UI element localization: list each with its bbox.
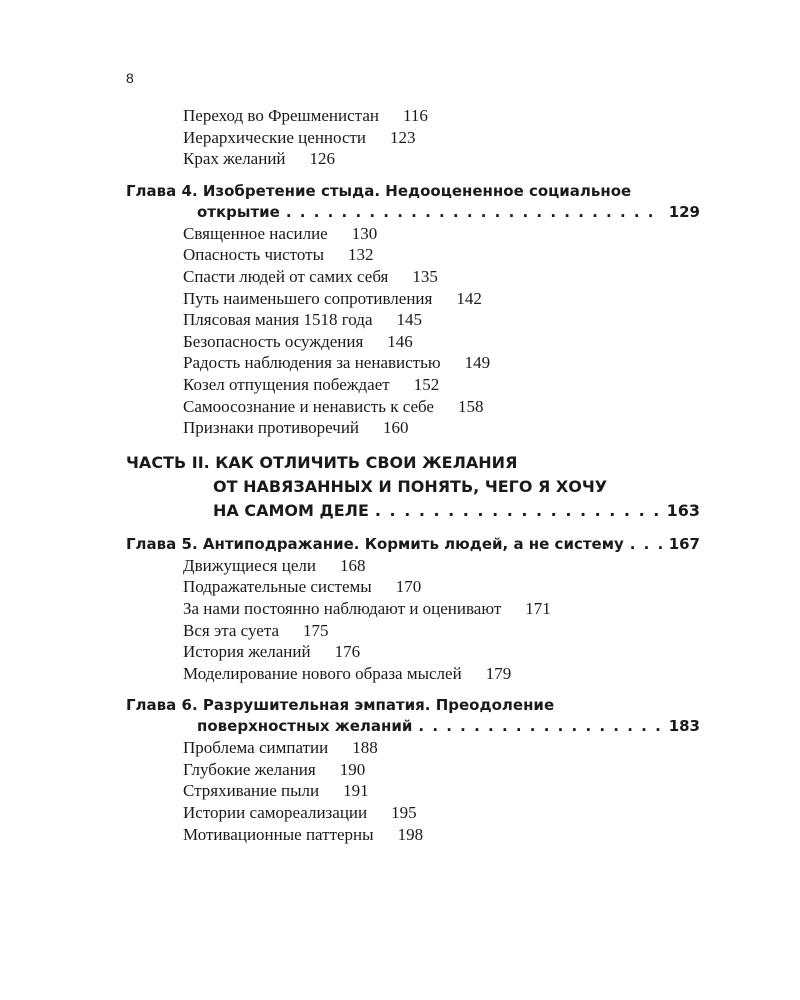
- toc-section: [126, 824, 700, 846]
- part-title-leader-line: [126, 499, 700, 523]
- part-2-heading: [126, 451, 700, 523]
- section-page: 168: [339, 555, 366, 575]
- toc-section: [126, 352, 700, 374]
- section-page: 190: [339, 759, 366, 779]
- section-page: 170: [395, 577, 422, 597]
- section-page: 160: [383, 418, 409, 438]
- section-page: 126: [309, 149, 336, 169]
- toc-section: [126, 309, 700, 331]
- section-title: Самоосознание и ненависть к себе: [183, 396, 434, 416]
- toc-section: [126, 737, 700, 759]
- section-list: [126, 737, 700, 845]
- section-page: 145: [396, 310, 422, 330]
- dot-leader: [418, 716, 662, 737]
- chapter-page: 183: [668, 717, 700, 736]
- section-page: 146: [387, 331, 413, 351]
- toc-section: [126, 780, 700, 802]
- section-title: Признаки противоречий: [183, 418, 360, 438]
- section-title: Истории самореализации: [183, 803, 368, 823]
- chapter-title-leader-line: [126, 534, 700, 555]
- toc-section: [126, 555, 700, 577]
- section-page: 135: [412, 266, 438, 286]
- toc-section: [126, 331, 700, 353]
- chapter-title-leader-line: [126, 202, 700, 223]
- part-title-line: ОТ НАВЯЗАННЫХ И ПОНЯТЬ, ЧЕГО Я ХОЧУ: [213, 476, 608, 496]
- part-page: 163: [666, 500, 700, 520]
- section-page: 130: [351, 223, 378, 243]
- section-title: Безопасность осуждения: [183, 331, 364, 351]
- section-title: Проблема симпатии: [183, 738, 329, 758]
- toc-section: [126, 396, 700, 418]
- toc-section: [126, 620, 700, 642]
- section-page: 142: [456, 288, 482, 308]
- section-page: 149: [464, 353, 491, 373]
- section-title: История желаний: [183, 642, 311, 662]
- dot-leader: [630, 534, 663, 555]
- chapter-page: 129: [668, 202, 700, 221]
- section-page: 171: [525, 598, 551, 618]
- toc-section: [126, 663, 700, 685]
- section-title: Путь наименьшего сопротивления: [183, 288, 433, 308]
- section-page: 179: [485, 663, 512, 683]
- toc-section: [126, 759, 700, 781]
- section-page: 176: [334, 642, 361, 662]
- section-title: За нами постоянно наблюдают и оценивают: [183, 598, 502, 618]
- chapter-title-leader-line: [126, 716, 700, 737]
- section-page: 198: [397, 824, 424, 844]
- toc-section: [126, 127, 700, 149]
- section-title: Плясовая мания 1518 года: [183, 310, 373, 330]
- section-title: Козел отпущения побеждает: [183, 374, 390, 394]
- section-title: Подражательные системы: [183, 577, 372, 597]
- section-page: 123: [390, 127, 416, 147]
- section-page: 188: [352, 738, 378, 758]
- toc-section: [126, 244, 700, 266]
- section-title: Глубокие желания: [183, 759, 316, 779]
- page-number: 8: [126, 70, 134, 86]
- toc-section: [126, 576, 700, 598]
- section-page: 158: [457, 396, 484, 416]
- section-title: Опасность чистоты: [183, 245, 324, 265]
- section-page: 116: [402, 106, 428, 125]
- part-title-line: ЧАСТЬ II. КАК ОТЛИЧИТЬ СВОИ ЖЕЛАНИЯ: [126, 452, 518, 472]
- toc-section: [126, 417, 700, 439]
- chapter-4-heading: [126, 181, 700, 223]
- section-title: Священное насилие: [183, 223, 328, 243]
- section-title: Переход во Фрешменистан: [183, 106, 379, 125]
- toc-section: [126, 105, 700, 127]
- dot-leader: [286, 202, 663, 223]
- section-title: Спасти людей от самих себя: [183, 266, 389, 286]
- chapter-6-heading: [126, 695, 700, 737]
- section-page: 191: [343, 781, 369, 801]
- chapter-title-line: Глава 6. Разрушительная эмпатия. Преодоление: [126, 696, 555, 715]
- section-title: Движущиеся цели: [183, 555, 316, 575]
- section-title: Стряхивание пыли: [183, 781, 320, 801]
- toc-section: [126, 802, 700, 824]
- chapter-title-line: открытие: [197, 202, 280, 221]
- section-list: [126, 105, 700, 170]
- chapter-title-line: поверхностных желаний: [197, 717, 413, 736]
- part-title-line: НА САМОМ ДЕЛЕ: [213, 500, 369, 520]
- toc-section: [126, 641, 700, 663]
- section-page: 152: [413, 374, 440, 394]
- dot-leader: [375, 499, 661, 523]
- toc-section: [126, 598, 700, 620]
- section-title: Радость наблюдения за ненавистью: [183, 353, 441, 373]
- section-list: [126, 555, 700, 685]
- toc-section: [126, 288, 700, 310]
- section-page: 195: [391, 803, 417, 823]
- section-page: 175: [303, 620, 329, 640]
- section-list: [126, 223, 700, 439]
- section-title: Иерархические ценности: [183, 127, 367, 147]
- chapter-title-line: Глава 5. Антиподражание. Кормить людей, а не систему: [126, 534, 624, 553]
- table-of-contents: [126, 105, 700, 845]
- section-title: Крах желаний: [183, 149, 286, 169]
- chapter-5-heading: [126, 534, 700, 555]
- chapter-title-line: Глава 4. Изобретение стыда. Недооцененное социальное: [126, 181, 632, 200]
- toc-section: [126, 148, 700, 170]
- section-title: Мотивационные паттерны: [183, 824, 374, 844]
- section-page: 132: [348, 245, 374, 265]
- toc-section: [126, 266, 700, 288]
- section-title: Вся эта суета: [183, 620, 280, 640]
- section-title: Моделирование нового образа мыслей: [183, 663, 462, 683]
- toc-section: [126, 374, 700, 396]
- toc-section: [126, 223, 700, 245]
- chapter-page: 167: [668, 534, 700, 553]
